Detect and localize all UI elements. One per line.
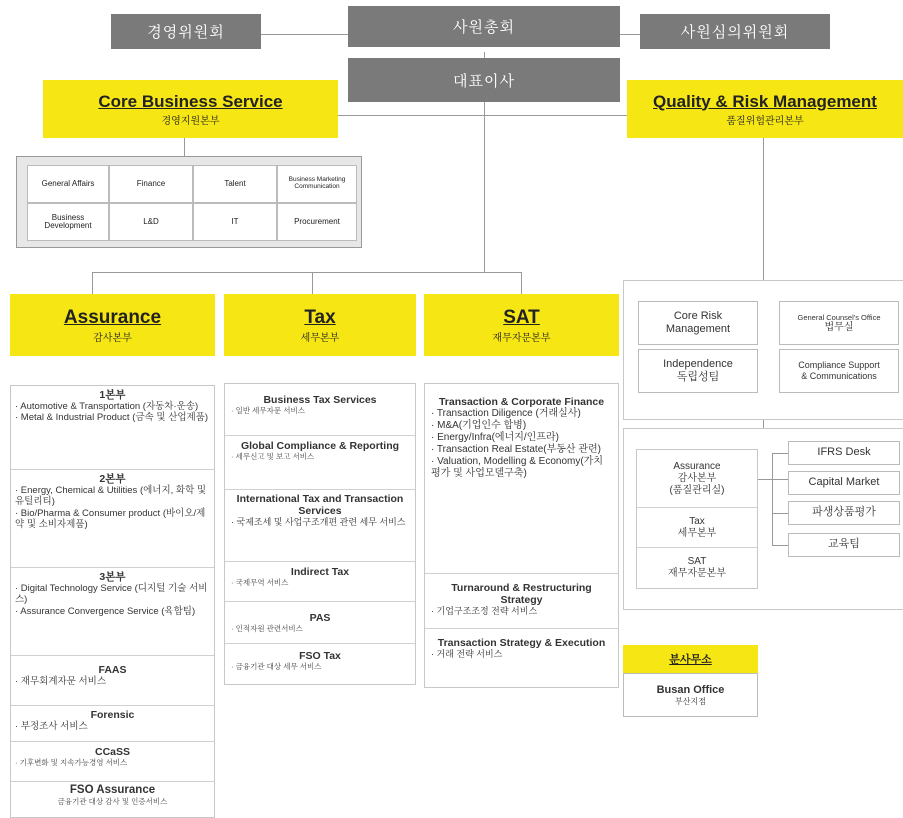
tax-header: [224, 294, 416, 356]
qrm-box-line: & Communications: [801, 371, 877, 381]
core-cell: General Affairs: [27, 165, 109, 203]
quality-unit-assurance: [637, 450, 757, 508]
sat-subtitle: 재무자문본부: [492, 332, 551, 344]
list-item-desc: · Energy, Chemical & Utilities (에너지, 화학 및 유틸리티) · Bio/Pharma & Consumer product (바이오/제약 및 소비자제품): [15, 485, 207, 531]
connector-qrm-side: [763, 420, 764, 428]
quality-unit-line: Tax: [689, 515, 705, 527]
list-item: [225, 602, 415, 644]
sat-title: SAT: [503, 306, 540, 328]
core-cell: Procurement: [277, 203, 357, 241]
desk-label: IFRS Desk: [817, 446, 871, 459]
core-cell: Talent: [193, 165, 277, 203]
busan-office-box: [623, 673, 758, 717]
qrm-box-line: 독립성팀: [676, 371, 720, 383]
quality-unit-sat: [637, 548, 757, 588]
core-business-header: [43, 80, 338, 138]
compliance-support-box: [779, 349, 899, 393]
list-item-title: Business Tax Services: [263, 394, 377, 406]
connector-qrm-down: [763, 138, 764, 280]
list-item: [225, 436, 415, 490]
ceo-box: [348, 58, 620, 102]
quality-unit-line: Assurance: [673, 460, 721, 472]
list-item-title: CCaSS: [94, 746, 130, 758]
list-item-desc: · 거래 전략 서비스: [431, 649, 503, 660]
list-item-desc: · 기업구조조정 전략 서비스: [431, 606, 538, 617]
list-item-desc: · 인적자원 관련서비스: [231, 624, 303, 634]
sat-list: [424, 383, 619, 688]
assurance-subtitle: 감사본부: [93, 332, 132, 344]
connector-assurance-down: [92, 272, 93, 294]
quality-unit-line: (품질관리실): [669, 484, 725, 496]
qrm-subtitle: 품질위험관리본부: [726, 115, 804, 127]
list-item: [425, 574, 618, 629]
tax-subtitle: 세무본부: [300, 332, 340, 344]
desk-connector-vertical: [772, 453, 773, 545]
qrm-box-line: Independence: [663, 357, 733, 370]
list-item: [225, 490, 415, 562]
branch-header: [623, 645, 758, 673]
list-item-desc: · 국제무역 서비스: [231, 578, 289, 588]
list-item-title: FSO Assurance: [69, 784, 156, 796]
list-item-desc: · Transaction Diligence (거래실사) · M&A(기업인수 합병) · Energy/Infra(에너지/인프라) · Transaction Real Estate(부동산 관련) · Valuation, Modelling & Economy(가치평가 및 사업모델구축): [431, 408, 603, 480]
qrm-header: [627, 80, 903, 138]
desk-box: [788, 441, 900, 465]
list-item-desc: 금융기관 대상 감사 및 인증서비스: [57, 797, 168, 807]
quality-unit-line: SAT: [687, 556, 707, 567]
qrm-box-line: Management: [665, 323, 731, 335]
connector-tax-down: [312, 272, 313, 294]
list-item-title: FSO Tax: [299, 650, 341, 662]
general-meeting-box: [348, 6, 620, 47]
tax-title: Tax: [304, 306, 336, 328]
core-cell: Business Marketing Communication: [277, 165, 357, 203]
core-business-grid: [16, 156, 362, 248]
quality-unit-line: 재무자문본부: [668, 568, 726, 579]
list-item: [11, 782, 214, 818]
desk-box: [788, 533, 900, 557]
list-item-title: Transaction & Corporate Finance: [438, 396, 605, 408]
connector-divisions-horizontal: [92, 272, 522, 273]
list-item-desc: · 기후변화 및 지속가능경영 서비스: [15, 758, 128, 768]
list-item-title: International Tax and Transaction Services: [236, 493, 404, 518]
busan-office-sub: 부산지점: [675, 696, 706, 706]
list-item: [11, 706, 214, 742]
core-business-subtitle: 경영지원본부: [161, 115, 220, 127]
assurance-title: Assurance: [63, 306, 162, 328]
list-item: [425, 384, 618, 574]
list-item-desc: · 일반 세무자문 서비스: [231, 406, 305, 416]
desk-box: [788, 471, 900, 495]
general-meeting-label: 사원총회: [453, 18, 515, 36]
qrm-box-line: General Counsel's Office: [797, 312, 881, 322]
desk-connector-link: [772, 545, 788, 546]
qrm-box-line: Core Risk: [673, 309, 723, 322]
partner-review-committee-box: [640, 14, 830, 49]
tax-list: [224, 383, 416, 685]
list-item: [11, 568, 214, 656]
list-item-title: PAS: [309, 612, 331, 624]
list-item-title: FAAS: [98, 664, 127, 676]
quality-units-group: [636, 449, 758, 589]
qrm-panel-bottom: [623, 428, 903, 610]
list-item-desc: · 재무회계자문 서비스: [15, 676, 107, 688]
connector-core-horizontal: [300, 115, 630, 116]
connector-core-down: [184, 138, 185, 158]
list-item: [225, 384, 415, 436]
desk-connector-link: [772, 453, 788, 454]
management-committee-label: 경영위원회: [147, 23, 225, 41]
desk-connector-link: [758, 479, 788, 480]
connector-sat-down: [521, 272, 522, 294]
list-item-title: Turnaround & Restructuring Strategy: [451, 582, 592, 607]
desk-label: Capital Market: [808, 476, 880, 489]
desk-box: [788, 501, 900, 525]
quality-unit-tax: [637, 508, 757, 548]
list-item-desc: · 국제조세 및 사업구조개편 관련 세무 서비스: [231, 517, 406, 528]
assurance-list: [10, 385, 215, 818]
core-business-title: Core Business Service: [98, 91, 283, 111]
desk-label: 교육팀: [828, 538, 860, 551]
list-item-title: Transaction Strategy & Execution: [437, 637, 606, 649]
core-cell: L&D: [109, 203, 193, 241]
independence-box: [638, 349, 758, 393]
list-item: [11, 470, 214, 568]
busan-office-label: Busan Office: [656, 683, 725, 696]
core-risk-management-box: [638, 301, 758, 345]
management-committee-box: [111, 14, 261, 49]
sat-header: [424, 294, 619, 356]
list-item-title: Forensic: [90, 709, 135, 721]
list-item-title: 2본부: [99, 473, 126, 485]
qrm-box-line: 법무실: [824, 321, 854, 333]
list-item-desc: · 부정조사 서비스: [15, 721, 88, 733]
core-cell: Finance: [109, 165, 193, 203]
list-item: [11, 742, 214, 782]
desk-connector-link: [772, 513, 788, 514]
branch-title: 분사무소: [669, 653, 712, 666]
qrm-title: Quality & Risk Management: [653, 91, 877, 111]
list-item-desc: · 세무신고 및 보고 서비스: [231, 452, 315, 462]
list-item: [11, 386, 214, 470]
list-item: [225, 562, 415, 602]
quality-unit-line: 세무본부: [677, 527, 717, 539]
list-item: [11, 656, 214, 706]
assurance-header: [10, 294, 215, 356]
list-item-title: 1본부: [99, 389, 126, 401]
list-item-desc: · Digital Technology Service (디지털 기술 서비스) · Assurance Convergence Service (육합팀): [15, 583, 208, 617]
list-item-desc: · 금융기관 대상 세무 서비스: [231, 662, 322, 672]
core-cell: IT: [193, 203, 277, 241]
list-item-desc: · Automotive & Transportation (자동차·운송) · Metal & Industrial Product (금속 및 산업제품): [15, 401, 209, 424]
core-cell: Business Development: [27, 203, 109, 241]
list-item: [425, 629, 618, 687]
qrm-box-line: Compliance Support: [798, 360, 880, 371]
list-item: [225, 644, 415, 684]
general-counsel-office-box: [779, 301, 899, 345]
quality-unit-line: 감사본부: [677, 472, 717, 484]
list-item-title: 3본부: [99, 571, 126, 583]
list-item-title: Indirect Tax: [290, 566, 350, 578]
desk-label: 파생상품평가: [812, 506, 876, 519]
qrm-panel-top: [623, 280, 903, 420]
list-item-title: Global Compliance & Reporting: [240, 440, 400, 452]
partner-review-committee-label: 사원심의위원회: [680, 23, 790, 41]
ceo-label: 대표이사: [453, 71, 515, 90]
